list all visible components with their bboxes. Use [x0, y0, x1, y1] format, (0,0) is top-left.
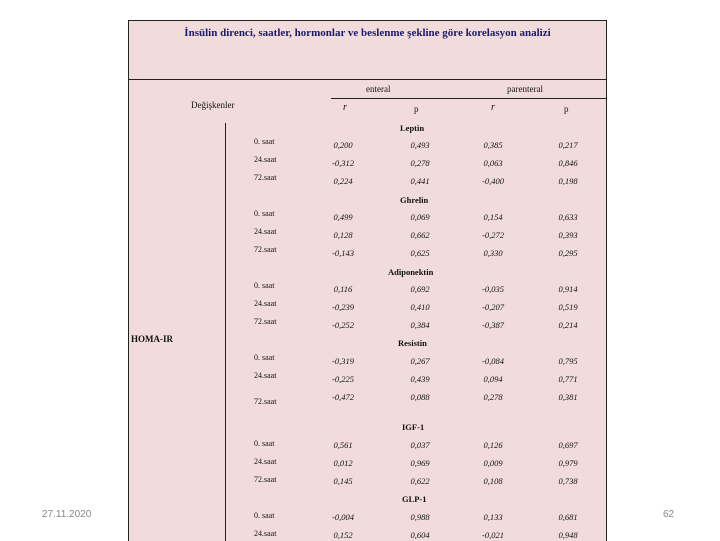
enteral-r-value: -0,225 — [332, 374, 354, 384]
label-column-divider — [225, 123, 226, 541]
parenteral-r-value: -0,021 — [482, 530, 504, 540]
parenteral-r-value: 0,094 — [483, 374, 503, 384]
parenteral-r-value: -0,272 — [482, 230, 504, 240]
enteral-r-value: -0,472 — [332, 392, 354, 402]
row-label: 24.saat — [254, 371, 277, 380]
enteral-r-value: 0,200 — [333, 140, 353, 150]
table-panel — [128, 20, 607, 541]
enteral-r-value: 0,116 — [333, 284, 353, 294]
enteral-p-value: 0,988 — [410, 512, 430, 522]
parenteral-r-value: 0,133 — [483, 512, 503, 522]
variables-header: Değişkenler — [191, 100, 235, 110]
parenteral-p-value: 0,795 — [558, 356, 578, 366]
enteral-r-value: 0,561 — [333, 440, 353, 450]
enteral-r-header: r — [343, 102, 347, 113]
parenteral-r-value: 0,063 — [483, 158, 503, 168]
parenteral-r-value: -0,387 — [482, 320, 504, 330]
parenteral-r-value: 0,009 — [483, 458, 503, 468]
row-label: 0. saat — [254, 209, 275, 218]
parenteral-p-value: 0,519 — [558, 302, 578, 312]
group-divider — [331, 98, 606, 99]
enteral-p-value: 0,278 — [410, 158, 430, 168]
parenteral-p-value: 0,771 — [558, 374, 578, 384]
enteral-p-value: 0,622 — [410, 476, 430, 486]
row-group-label: HOMA-IR — [131, 334, 173, 344]
enteral-p-value: 0,037 — [410, 440, 430, 450]
parenteral-r-value: 0,108 — [483, 476, 503, 486]
enteral-p-value: 0,441 — [410, 176, 430, 186]
parenteral-p-value: 0,681 — [558, 512, 578, 522]
row-label: 24.saat — [254, 227, 277, 236]
parenteral-p-value: 0,948 — [558, 530, 578, 540]
page-title: İnsülin direnci, saatler, hormonlar ve beslenme şekline göre korelasyon analizi — [184, 27, 551, 39]
enteral-p-value: 0,604 — [410, 530, 430, 540]
enteral-p-header: p — [414, 104, 419, 114]
enteral-p-value: 0,267 — [410, 356, 430, 366]
parenteral-header: parenteral — [507, 84, 543, 94]
row-label: 0. saat — [254, 137, 275, 146]
section-title: Adiponektin — [388, 267, 434, 277]
enteral-r-value: 0,145 — [333, 476, 353, 486]
row-label: 0. saat — [254, 439, 275, 448]
row-label: 0. saat — [254, 511, 275, 520]
enteral-p-value: 0,625 — [410, 248, 430, 258]
enteral-r-value: -0,239 — [332, 302, 354, 312]
enteral-r-value: -0,319 — [332, 356, 354, 366]
enteral-p-value: 0,088 — [410, 392, 430, 402]
enteral-p-value: 0,493 — [410, 140, 430, 150]
row-label: 24.saat — [254, 529, 277, 538]
parenteral-p-value: 0,295 — [558, 248, 578, 258]
parenteral-r-header: r — [491, 102, 495, 113]
enteral-r-value: -0,143 — [332, 248, 354, 258]
enteral-r-value: -0,004 — [332, 512, 354, 522]
parenteral-r-value: 0,154 — [483, 212, 503, 222]
enteral-p-value: 0,662 — [410, 230, 430, 240]
enteral-r-value: 0,128 — [333, 230, 353, 240]
footer-date: 27.11.2020 — [42, 509, 92, 520]
section-title: IGF-1 — [402, 422, 425, 432]
row-label: 72.saat — [254, 173, 277, 182]
parenteral-r-value: 0,330 — [483, 248, 503, 258]
parenteral-p-value: 0,738 — [558, 476, 578, 486]
parenteral-r-value: -0,084 — [482, 356, 504, 366]
parenteral-r-value: -0,207 — [482, 302, 504, 312]
enteral-r-value: 0,499 — [333, 212, 353, 222]
row-label: 72.saat — [254, 245, 277, 254]
parenteral-p-value: 0,214 — [558, 320, 578, 330]
parenteral-p-value: 0,914 — [558, 284, 578, 294]
enteral-p-value: 0,969 — [410, 458, 430, 468]
section-title: GLP-1 — [402, 494, 427, 504]
section-title: Leptin — [400, 123, 425, 133]
section-title: Ghrelin — [400, 195, 429, 205]
parenteral-r-value: -0,035 — [482, 284, 504, 294]
parenteral-p-value: 0,697 — [558, 440, 578, 450]
enteral-r-value: -0,312 — [332, 158, 354, 168]
row-label: 24.saat — [254, 299, 277, 308]
row-label: 72.saat — [254, 397, 277, 406]
parenteral-p-value: 0,381 — [558, 392, 578, 402]
enteral-r-value: 0,012 — [333, 458, 353, 468]
parenteral-r-value: 0,278 — [483, 392, 503, 402]
enteral-r-value: 0,152 — [333, 530, 353, 540]
row-label: 24.saat — [254, 457, 277, 466]
page-number: 62 — [663, 509, 675, 520]
section-title: Resistin — [398, 338, 427, 348]
enteral-header: enteral — [366, 84, 391, 94]
parenteral-r-value: 0,385 — [483, 140, 503, 150]
parenteral-p-value: 0,846 — [558, 158, 578, 168]
row-label: 72.saat — [254, 475, 277, 484]
enteral-p-value: 0,692 — [410, 284, 430, 294]
parenteral-p-value: 0,633 — [558, 212, 578, 222]
row-label: 24.saat — [254, 155, 277, 164]
row-label: 72.saat — [254, 317, 277, 326]
parenteral-r-value: 0,126 — [483, 440, 503, 450]
row-label: 0. saat — [254, 281, 275, 290]
parenteral-p-value: 0,393 — [558, 230, 578, 240]
parenteral-p-value: 0,217 — [558, 140, 578, 150]
enteral-p-value: 0,384 — [410, 320, 430, 330]
enteral-p-value: 0,439 — [410, 374, 430, 384]
enteral-p-value: 0,069 — [410, 212, 430, 222]
parenteral-p-value: 0,198 — [558, 176, 578, 186]
parenteral-r-value: -0,400 — [482, 176, 504, 186]
parenteral-p-header: p — [564, 104, 569, 114]
row-label: 0. saat — [254, 353, 275, 362]
enteral-p-value: 0,410 — [410, 302, 430, 312]
parenteral-p-value: 0,979 — [558, 458, 578, 468]
title-divider — [129, 79, 606, 80]
enteral-r-value: 0,224 — [333, 176, 353, 186]
enteral-r-value: -0,252 — [332, 320, 354, 330]
